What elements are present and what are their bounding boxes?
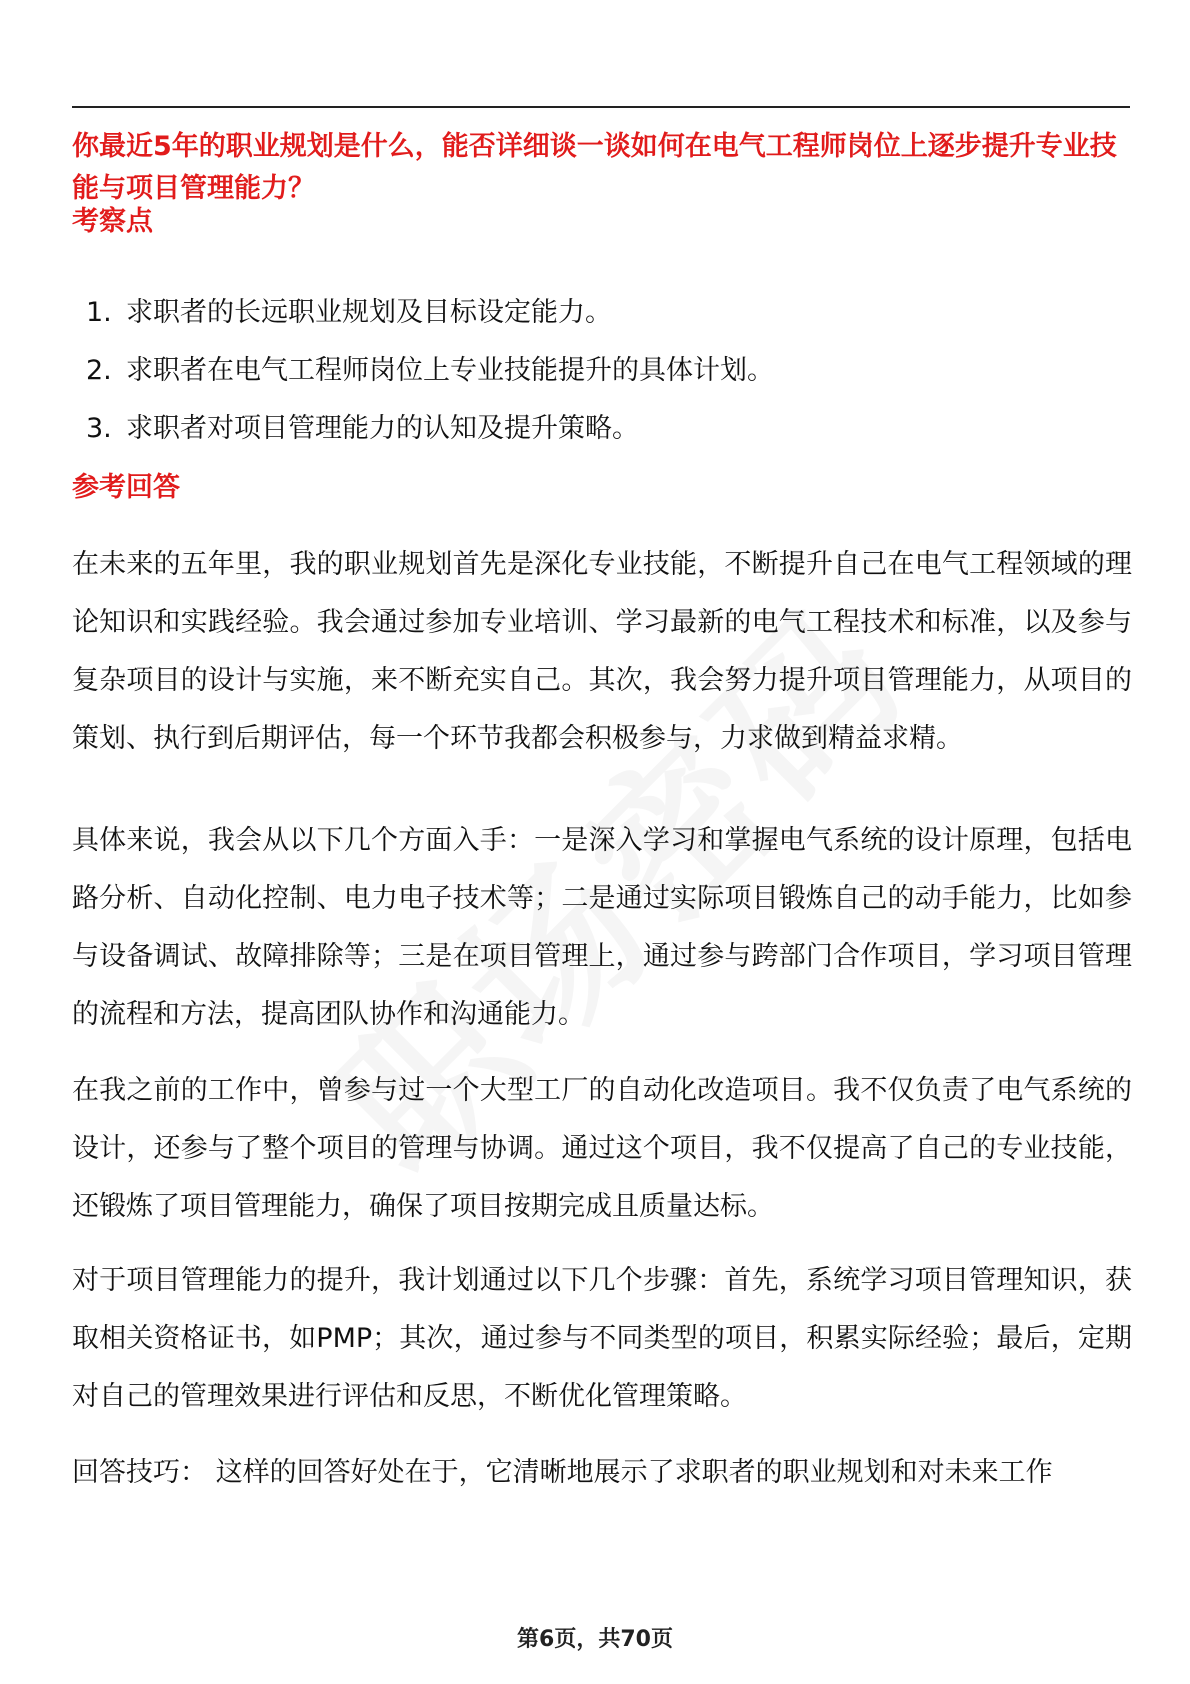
focus-point-text: 求职者对项目管理能力的认知及提升策略。 <box>126 413 639 444</box>
focus-point-text: 求职者的长远职业规划及目标设定能力。 <box>126 297 612 328</box>
top-divider <box>72 106 1130 108</box>
page-number: 第6页，共70页 <box>517 1627 673 1652</box>
focus-point-number: 1. <box>86 297 112 328</box>
focus-point <box>86 295 1116 331</box>
answer-paragraph-3: 在我之前的工作中，曾参与过一个大型工厂的自动化改造项目。我不仅负责了电气系统的设计，还参与了整个项目的管理与协调。通过这个项目，我不仅提高了自己的专业技能，还锻炼了项目管理能力，确保了项目按期完成且质量达标。 <box>72 1075 1132 1222</box>
focus-point <box>86 411 1116 447</box>
answer-paragraph-1: 在未来的五年里，我的职业规划首先是深化专业技能，不断提升自己在电气工程领域的理论知识和实践经验。我会通过参加专业培训、学习最新的电气工程技术和标准，以及参与复杂项目的设计与实施，来不断充实自己。其次，我会努力提升项目管理能力，从项目的策划、执行到后期评估，每一个环节我都会积极参与，力求做到精益求精。 <box>72 549 1132 754</box>
answer-tip-paragraph: 回答技巧： 这样的回答好处在于，它清晰地展示了求职者的职业规划和对未来工作 <box>72 1457 1053 1488</box>
focus-point-text: 求职者在电气工程师岗位上专业技能提升的具体计划。 <box>126 355 774 386</box>
focus-point-number: 3. <box>86 413 112 444</box>
question-title: 你最近5年的职业规划是什么，能否详细谈一谈如何在电气工程师岗位上逐步提升专业技能与项目管理能力？ <box>72 131 1117 204</box>
answer-section-title: 参考回答 <box>72 472 180 503</box>
answer-paragraph-2: 具体来说，我会从以下几个方面入手：一是深入学习和掌握电气系统的设计原理，包括电路分析、自动化控制、电力电子技术等；二是通过实际项目锻炼自己的动手能力，比如参与设备调试、故障排除等；三是在项目管理上，通过参与跨部门合作项目，学习项目管理的流程和方法，提高团队协作和沟通能力。 <box>72 825 1132 1030</box>
focus-points-list <box>86 295 1116 469</box>
focus-point-number: 2. <box>86 355 112 386</box>
focus-section-title: 考察点 <box>72 206 153 237</box>
focus-point <box>86 353 1116 389</box>
answer-paragraph-4: 对于项目管理能力的提升，我计划通过以下几个步骤：首先，系统学习项目管理知识，获取相关资格证书，如PMP；其次，通过参与不同类型的项目，积累实际经验；最后，定期对自己的管理效果进行评估和反思，不断优化管理策略。 <box>72 1265 1132 1412</box>
